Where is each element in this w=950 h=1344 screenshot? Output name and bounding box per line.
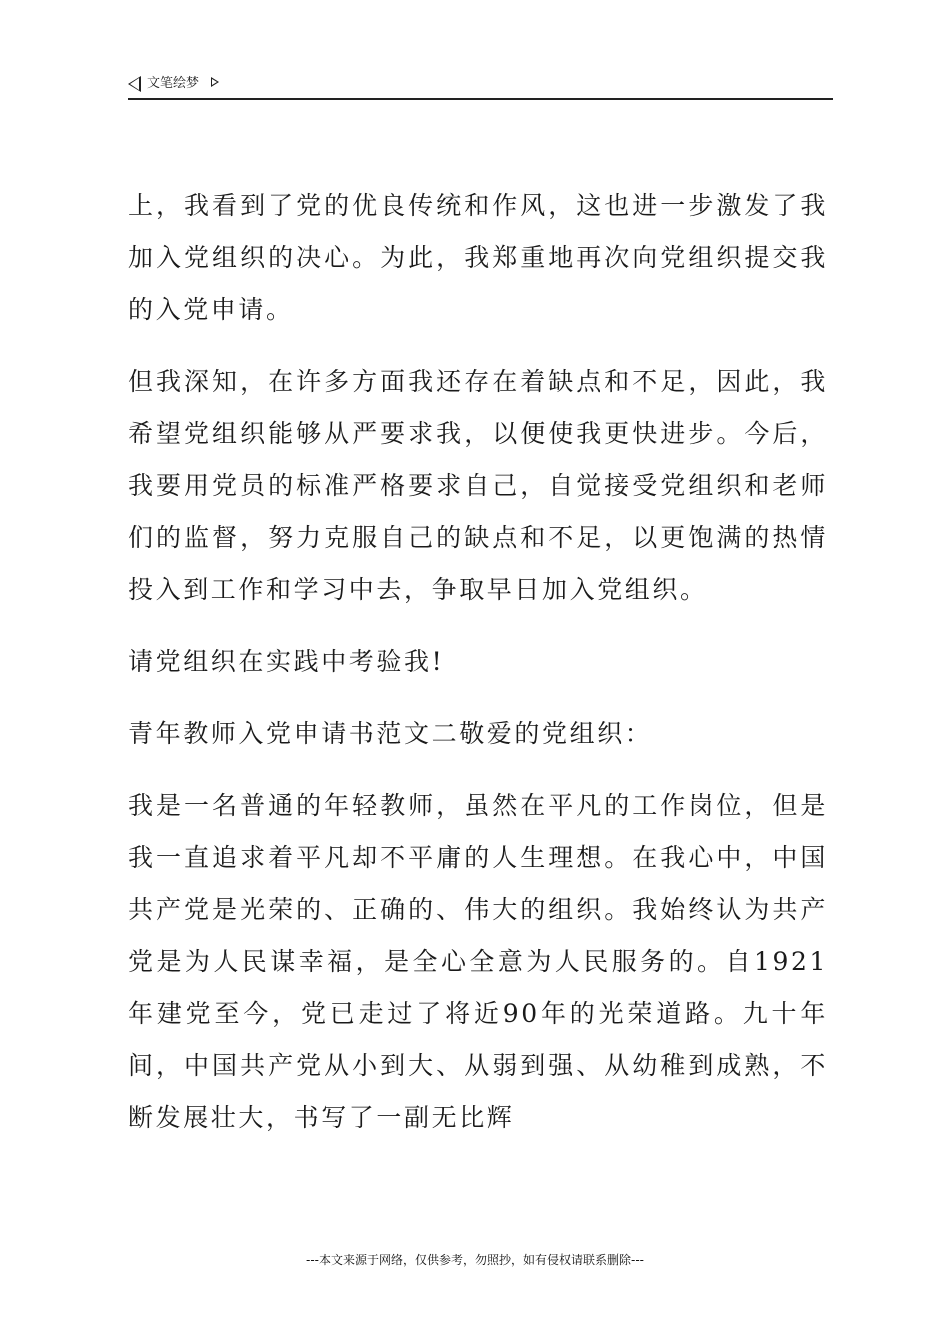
paragraph-1: 上，我看到了党的优良传统和作风，这也进一步激发了我加入党组织的决心。为此，我郑重地再次向党组织提交我的入党申请。	[128, 191, 828, 324]
paragraph-3: 请党组织在实践中考验我!	[128, 647, 445, 676]
paragraph-4-heading: 青年教师入党申请书范文二敬爱的党组织：	[128, 719, 653, 748]
paragraph-2: 但我深知，在许多方面我还存在着缺点和不足，因此，我希望党组织能够从严要求我，以便使我更快进步。今后，我要用党员的标准严格要求自己，自觉接受党组织和老师们的监督，努力克服自己的缺点和不足，以更饱满的热情投入到工作和学习中去，争取早日加入党组织。	[128, 367, 828, 604]
paragraph-5: 我是一名普通的年轻教师，虽然在平凡的工作岗位，但是我一直追求着平凡却不平庸的人生理想。在我心中，中国共产党是光荣的、正确的、伟大的组织。我始终认为共产党是为人民谋幸福，是全心全意为人民服务的。自1921年建党至今，党已走过了将近90年的光荣道路。九十年间，中国共产党从小到大、从弱到强、从幼稚到成熟，不断发展壮大，书写了一副无比辉	[128, 791, 828, 1132]
triangle-right-icon	[211, 77, 219, 87]
footer-notice: ---本文来源于网络，仅供参考，勿照抄，如有侵权请联系删除---	[306, 1253, 644, 1267]
header-title: 文笔绘梦	[147, 76, 200, 91]
document-body	[128, 180, 828, 1164]
triangle-left-icon	[128, 76, 141, 92]
page-header	[128, 74, 833, 100]
